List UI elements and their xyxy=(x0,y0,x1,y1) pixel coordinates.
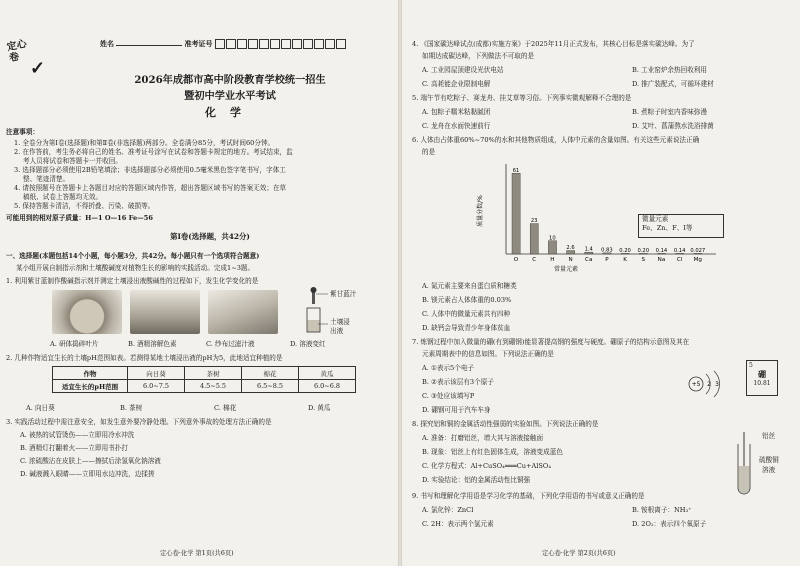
shell-1: 2 xyxy=(707,381,711,388)
q3-option-c: C. 浓硫酸沾在皮肤上——擦拭后涂氢氧化钠溶液 xyxy=(20,457,161,465)
test-tube-diagram xyxy=(732,430,762,496)
bar-N xyxy=(567,251,575,254)
tick-label-K: K xyxy=(623,257,627,263)
q8-option-c: C. 化学方程式：Al+CuSO₄═══Cu+AlSO₄ xyxy=(422,462,551,470)
q8-label-wire: 铝丝 xyxy=(762,432,776,440)
periodic-cell xyxy=(746,360,778,396)
q2-option-a: A. 向日葵 xyxy=(26,404,55,412)
atomic-mass: 10.81 xyxy=(753,380,771,387)
q1-stem: 1. 利用紫甘蓝制作酸碱指示剂并测定土壤浸出液酸碱性的过程如下，发生化学变化的是 xyxy=(6,277,259,285)
atomic-mass-line: 可能用到的相对原子质量：H—1 O—16 Fe—56 xyxy=(6,214,153,222)
notice-line: 考人员将试卷和答题卡一并收回。 xyxy=(23,157,122,165)
q9-stem: 9. 书写和理解化学用语是学习化学的基础，下列化学用语的书写或意义正确的是 xyxy=(412,492,645,500)
q3-option-d: D. 碱液溅入眼睛——立即用水边冲洗，边揉搓 xyxy=(20,470,155,478)
q6-option-c: C. 人体中的微量元素共有四种 xyxy=(422,310,511,318)
q4-option-c: C. 高耗能企业限制电解 xyxy=(422,80,491,88)
subject-title: 化学 xyxy=(205,106,255,119)
value-label-P: 0.83 xyxy=(601,247,613,254)
q9-option-d: D. 2O₂：表示四个氧原子 xyxy=(632,520,707,528)
bar-H xyxy=(548,241,556,254)
trace-note-body: Fe、Zn、F、I等 xyxy=(642,224,693,232)
q6-option-a: A. 氮元素主要来自蛋白质和糖类 xyxy=(422,282,517,290)
y-axis-label: 质量分数/% xyxy=(477,195,484,227)
q7-option-c: C. ③处应该填写P xyxy=(422,392,475,400)
table-cell: 6.0~7.5 xyxy=(128,380,185,393)
table-header-row xyxy=(53,367,356,380)
q2-option-b: B. 茶树 xyxy=(120,404,143,412)
table-row xyxy=(53,380,356,393)
exam-subtitle: 暨初中学业水平考试 xyxy=(184,90,276,102)
q8-option-a: A. 准备：打磨铝丝，增大其与溶液接触面 xyxy=(422,434,544,442)
q4-option-a: A. 工业园屋顶建设光伏电站 xyxy=(422,66,504,74)
q4-option-b: B. 工业窑炉余热回收利用 xyxy=(632,66,707,74)
value-label-N: 2.6 xyxy=(566,245,575,252)
table-cell: 适宜生长的pH范围 xyxy=(53,380,128,393)
table-header-cell: 茶树 xyxy=(185,367,242,380)
notice-line: 5. 保持答题卡清洁，不得折叠、污染、破损等。 xyxy=(14,202,155,210)
value-label-O: 61 xyxy=(512,167,520,174)
value-label-Cl: 0.14 xyxy=(673,247,686,254)
notice-line: 3. 选择题部分必须使用2B铅笔填涂；非选择题部分必须使用0.5毫米黑色签字笔书写，字体工 xyxy=(14,166,286,174)
q2-option-d: D. 黄瓜 xyxy=(308,404,331,412)
tick-label-H: H xyxy=(550,257,555,263)
mortar-photo xyxy=(52,290,122,334)
q6-option-b: B. 镁元素占人体体重的0.03% xyxy=(422,296,512,304)
part1-title: 第Ⅰ卷(选择题，共42分) xyxy=(170,232,250,241)
q8-stem: 8. 探究铝和铜的金属活动性强弱的实验如图。下列说法正确的是 xyxy=(412,420,599,428)
q4-stem: 4. 《国家碳达峰试点(成都)实施方案》于2025年11月正式发布，其核心目标是落实碳达峰。为了 xyxy=(412,40,695,48)
name-ticket-bar xyxy=(100,39,347,49)
table-header-cell: 作物 xyxy=(53,367,128,380)
atomic-number: 5 xyxy=(749,362,753,369)
notice-line: 4. 请按照题号在答题卡上各题目对应的答题区域内作答，超出答题区域书写的答案无效；在草 xyxy=(14,184,287,192)
q5-option-b: B. 煮粽子时室内香味弥漫 xyxy=(632,108,707,116)
notice-line: 1. 全卷分为第Ⅰ卷(选择题)和第Ⅱ卷(非选择题)两部分。全卷满分85分，考试时间60分钟。 xyxy=(14,139,275,147)
tick-label-O: O xyxy=(513,257,519,263)
tick-label-C: C xyxy=(532,257,537,263)
x-axis-label: 常量元素 xyxy=(553,266,579,273)
left-footer: 定心卷·化学 第1页(共6页) xyxy=(160,550,234,557)
q1-label-soil2: 出液 xyxy=(330,327,344,335)
q5-stem: 5. 端午节有吃粽子、赛龙舟、挂艾草等习俗。下列事实微观解释不合理的是 xyxy=(412,94,632,102)
q7-stem: 7. 炼钢过程中加入微量的硼(有到硼钢)能显著提高钢的强度与硬度。硼原子的结构示意图及其在 xyxy=(412,338,690,346)
check-mark-icon: ✓ xyxy=(30,58,46,79)
tick-label-S: S xyxy=(641,257,646,263)
q1-label-soil: 土壤浸 xyxy=(330,318,350,326)
q1-option-b: B. 酒精溶解色素 xyxy=(128,340,177,348)
name-label: 姓名 xyxy=(100,39,114,48)
filter-photo xyxy=(208,290,278,334)
q1-option-d: D. 溶液变红 xyxy=(290,340,326,348)
tick-label-P: P xyxy=(605,257,609,263)
value-label-C: 23 xyxy=(530,218,538,225)
table-header-cell: 棉花 xyxy=(242,367,299,380)
q1-option-c: C. 纱布过滤汁液 xyxy=(206,340,255,348)
shell-2: 3 xyxy=(715,381,719,388)
q7-option-b: B. ②表示该层有3个原子 xyxy=(422,378,494,386)
right-page xyxy=(402,0,800,566)
q6-option-d: D. 缺钙会导致青少年身体贫血 xyxy=(422,324,511,332)
q5-option-d: D. 艾叶、菖蒲熬水洗浴排菌 xyxy=(632,122,714,130)
tick-label-Cl: Cl xyxy=(676,257,683,263)
element-name: 硼 xyxy=(758,370,766,379)
q6-stem: 6. 人体由占体重60%~70%的水和其他物质组成，人体中元素的含量如图。有关这些元素说法正确 xyxy=(412,136,700,144)
q8-option-d: D. 实验结论：铝的金属活动性比铜强 xyxy=(422,476,531,484)
notice-line: 稿纸、试卷上答题均无效。 xyxy=(23,193,103,201)
intro-line: 某小组开展自制指示剂和土壤酸碱度对植物生长的影响的实践活动。完成1~3题。 xyxy=(16,264,255,272)
value-label-H: 10 xyxy=(549,235,556,242)
q8-label-solution: 硫酸铜 xyxy=(759,456,779,464)
ticket-label: 准考证号 xyxy=(184,39,213,48)
value-label-S: 0.20 xyxy=(637,247,650,254)
q2-stem: 2. 几种作物适宜生长的土壤pH范围如表。若测得某地土壤浸出液的pH为5，此地适宜种植的是 xyxy=(6,354,283,362)
q8-option-b: B. 现象：铝丝上有红色固体生成，溶液变成蓝色 xyxy=(422,448,563,456)
trace-element-note xyxy=(638,214,724,238)
table-cell: 6.5~8.5 xyxy=(242,380,299,393)
q1-option-a: A. 研体捣碎叶片 xyxy=(50,340,99,348)
bar-C xyxy=(530,224,538,254)
ticket-boxes xyxy=(215,40,347,48)
bar-O xyxy=(512,173,520,254)
q7-stem-2: 元素周期表中的信息如图。下列说法正确的是 xyxy=(422,350,554,358)
value-label-Ca: 1.4 xyxy=(584,246,593,253)
boron-atom-diagram xyxy=(684,364,732,404)
q3-stem: 3. 实践活动过程中需注意安全，如发生意外要冷静处理。下列意外事故的处理方法正确的是 xyxy=(6,418,272,426)
notice-line: 整、笔迹清楚。 xyxy=(23,175,70,183)
value-label-Mg: 0.027 xyxy=(690,247,706,254)
table-header-cell: 黄瓜 xyxy=(299,367,356,380)
q3-option-a: A. 被热的试管烫伤——立即用冷水冲洗 xyxy=(20,431,135,439)
tick-label-Ca: Ca xyxy=(585,257,593,263)
notice-list xyxy=(14,139,389,211)
value-label-Na: 0.14 xyxy=(655,247,668,254)
q5-option-a: A. 包粽子糯米粘黏腻团 xyxy=(422,108,491,116)
right-footer: 定心卷·化学 第2页(共6页) xyxy=(542,550,616,557)
tick-label-Na: Na xyxy=(657,257,666,263)
q2-ph-table xyxy=(52,366,356,393)
q2-option-c: C. 棉花 xyxy=(214,404,237,412)
table-cell: 6.0~6.8 xyxy=(299,380,356,393)
exam-title: 2026年成都市高中阶段教育学校统一招生 xyxy=(134,74,326,86)
beaker-photo xyxy=(130,290,200,334)
q5-option-c: C. 龙舟在水面快速前行 xyxy=(422,122,491,130)
q9-option-b: B. 铵根离子：NH₃⁺ xyxy=(632,506,692,514)
table-cell: 4.5~5.5 xyxy=(185,380,242,393)
q9-option-c: C. 2H：表示两个氢元素 xyxy=(422,520,494,528)
trace-note-title: 微量元素 xyxy=(642,215,669,223)
notice-line: 2. 在作答前，考生务必将自己的姓名、准考证号涂写在试卷和答题卡规定的地方。考试结束，监 xyxy=(14,148,293,156)
table-header-cell: 向日葵 xyxy=(128,367,185,380)
tick-label-Mg: Mg xyxy=(693,257,703,263)
q7-option-d: D. 硼钢可用于汽车车身 xyxy=(422,406,491,414)
q1-label-juice: 紫甘蓝汁 xyxy=(330,290,357,298)
q3-option-b: B. 酒精灯打翻着火——立即用书扑打 xyxy=(20,444,128,452)
q6-stem-2: 的是 xyxy=(422,148,436,156)
tick-label-N: N xyxy=(568,257,573,263)
value-label-K: 0.20 xyxy=(619,247,631,254)
notice-title: 注意事项： xyxy=(6,128,39,136)
q9-option-a: A. 氯化锌：ZnCl xyxy=(422,506,474,514)
nucleus-charge: +5 xyxy=(691,381,701,388)
q7-option-a: A. ①表示5个电子 xyxy=(422,364,475,372)
stamp: 定心卷 xyxy=(5,38,28,65)
section-title: 一、选择题(本题包括14个小题，每小题3分，共42分。每小题只有一个选项符合题意) xyxy=(6,252,260,260)
left-page xyxy=(0,0,398,566)
q8-label-solution2: 溶液 xyxy=(762,466,776,474)
q4-option-d: D. 推广装配式，可循环建材 xyxy=(632,80,714,88)
q4-stem-2: 如期达成碳达峰，下列做法不可取的是 xyxy=(422,52,535,60)
